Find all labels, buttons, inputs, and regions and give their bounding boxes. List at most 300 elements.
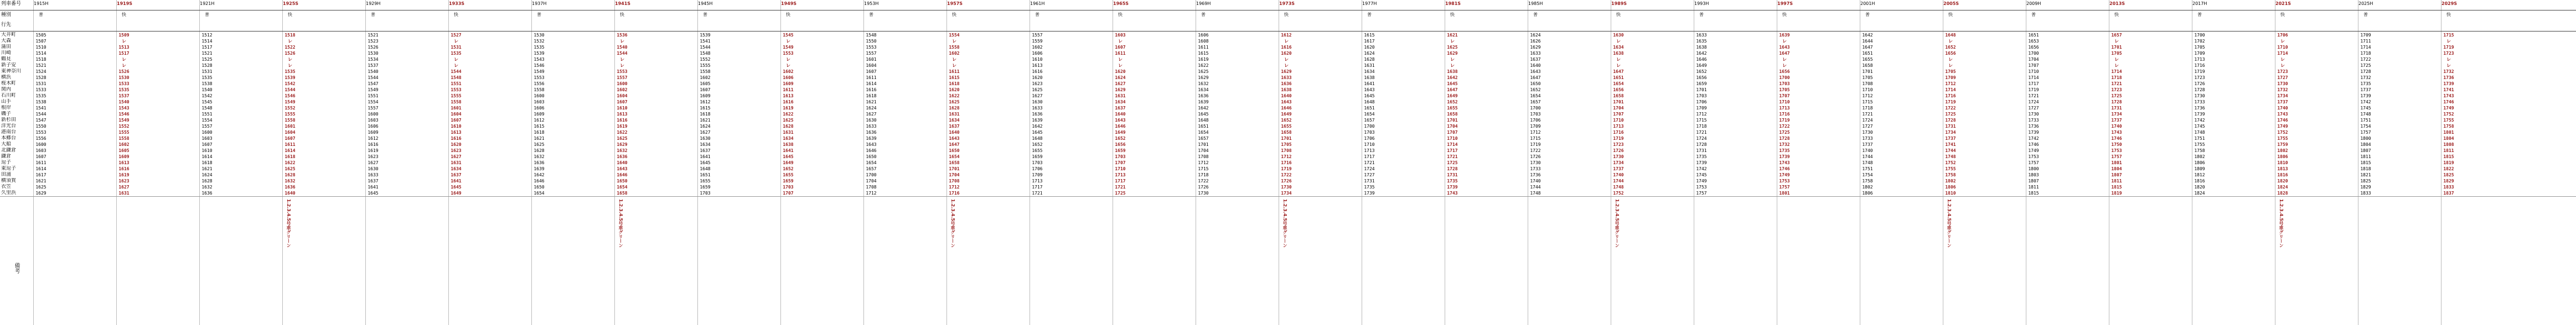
stop-time: 1645: [1364, 93, 1375, 98]
train-column: [33, 0, 48, 325]
stop-time: 1552: [285, 106, 296, 111]
train-type: 快: [1616, 12, 1621, 17]
stop-time: 1731: [1945, 124, 1956, 129]
stop-time: 1719: [2194, 69, 2205, 74]
stop-time: 1540: [118, 99, 130, 104]
stop-time: 1551: [451, 81, 462, 86]
stop-time: 1647: [949, 142, 960, 147]
stop-time: 1721: [1115, 185, 1126, 190]
stop-time: 1646: [1281, 106, 1292, 111]
stop-time: 1627: [1032, 93, 1043, 98]
stop-time: レ: [1450, 39, 1455, 44]
stop-time: 1652: [1530, 87, 1541, 92]
train-number: 1953H: [864, 1, 879, 6]
stop-time: 1521: [368, 33, 379, 38]
stop-time: 1745: [1696, 172, 1707, 177]
train-number: 1957S: [947, 1, 963, 6]
station-name: 東神奈川: [1, 69, 22, 74]
stop-time: 1606: [783, 75, 794, 80]
station-name: 蒲田: [1, 44, 12, 50]
stop-time: 1531: [451, 45, 462, 50]
stop-time: 1643: [1530, 69, 1541, 74]
stop-time: 1806: [1862, 191, 1873, 196]
stop-time: 1739: [1696, 160, 1707, 165]
stop-time: 1631: [1364, 63, 1375, 68]
stop-time: 1734: [1281, 191, 1292, 196]
stop-time: 1546: [534, 63, 545, 68]
stop-time: 1701: [1862, 69, 1873, 74]
stop-time: 1758: [1945, 172, 1956, 177]
stop-time: 1627: [451, 154, 462, 159]
stop-time: 1630: [700, 136, 711, 141]
stop-time: 1703: [1364, 130, 1375, 135]
stop-time: 1751: [2360, 118, 2371, 123]
train-type: 普: [1201, 12, 1206, 17]
stop-time: 1658: [1281, 130, 1292, 135]
stop-time: 1703: [700, 191, 711, 196]
stop-time: 1726: [1613, 148, 1624, 153]
stop-time: 1537: [118, 93, 130, 98]
station-name: 北鎌倉: [1, 148, 17, 153]
stop-time: 1605: [700, 81, 711, 86]
stop-time: 1543: [118, 106, 130, 111]
stop-time: 1728: [2111, 99, 2122, 104]
stop-time: 1608: [1198, 39, 1209, 44]
stop-time: 1558: [700, 69, 711, 74]
stop-time: 1724: [1862, 118, 1873, 123]
stop-time: 1750: [2111, 142, 2122, 147]
stop-time: 1707: [2028, 63, 2039, 68]
stop-time: 1723: [2277, 69, 2288, 74]
train-column: [116, 0, 131, 325]
stop-time: 1715: [1696, 118, 1707, 123]
stop-time: 1730: [2277, 81, 2288, 86]
stop-time: 1634: [1364, 69, 1375, 74]
stop-time: 1701: [1281, 136, 1292, 141]
stop-time: 1708: [866, 185, 877, 190]
stop-time: 1547: [35, 118, 46, 123]
stop-time: 1731: [1696, 148, 1707, 153]
stop-time: 1641: [1364, 81, 1375, 86]
stop-time: 1718: [1198, 172, 1209, 177]
stop-time: 1650: [949, 148, 960, 153]
stop-time: 1735: [1696, 154, 1707, 159]
stop-time: 1710: [1364, 142, 1375, 147]
stop-time: 1748: [1613, 185, 1624, 190]
stop-time: 1550: [35, 124, 46, 129]
stop-time: 1618: [201, 160, 213, 165]
stop-time: 1659: [1115, 148, 1126, 153]
stop-time: 1651: [1862, 51, 1873, 56]
stop-time: 1723: [2443, 51, 2454, 56]
stop-time: 1714: [1447, 142, 1458, 147]
stop-time: 1614: [201, 154, 213, 159]
stop-time: 1649: [1696, 63, 1707, 68]
train-type: 快: [454, 12, 458, 17]
stop-time: 1645: [1447, 81, 1458, 86]
stop-time: 1626: [1530, 39, 1541, 44]
stop-time: 1638: [1281, 87, 1292, 92]
stop-time: 1833: [2360, 191, 2371, 196]
stop-time: レ: [786, 63, 790, 68]
stop-time: 1634: [949, 118, 960, 123]
stop-time: 1623: [1032, 81, 1043, 86]
stop-time: レ: [2280, 39, 2285, 44]
stop-time: 1645: [783, 154, 794, 159]
stop-time: 1557: [201, 124, 213, 129]
stop-time: 1544: [35, 112, 46, 117]
stop-time: 1656: [1779, 69, 1790, 74]
stop-time: 1639: [534, 166, 545, 171]
train-column: [614, 0, 629, 325]
stop-time: 1745: [2194, 124, 2205, 129]
stop-time: 1735: [1447, 179, 1458, 184]
stop-time: 1732: [2277, 87, 2288, 92]
stop-time: 1539: [285, 75, 296, 80]
stop-time: 1807: [2028, 179, 2039, 184]
stop-time: 1758: [2443, 124, 2454, 129]
stop-time: 1549: [534, 69, 545, 74]
stop-time: 1705: [1862, 75, 1873, 80]
stop-time: 1609: [783, 81, 794, 86]
stop-time: 1645: [368, 191, 379, 196]
station-name: 田浦: [1, 172, 12, 177]
train-type: 快: [1782, 12, 1787, 17]
stop-time: 1617: [35, 172, 46, 177]
stop-time: 1555: [285, 112, 296, 117]
stop-time: 1619: [783, 106, 794, 111]
stop-time: レ: [1284, 57, 1289, 62]
stop-time: 1649: [1447, 93, 1458, 98]
stop-time: 1620: [1364, 45, 1375, 50]
stop-time: 1804: [2443, 136, 2454, 141]
stop-time: 1656: [1115, 142, 1126, 147]
stop-time: 1811: [2028, 185, 2039, 190]
train-column: [780, 0, 795, 325]
train-number: 1945H: [698, 1, 713, 6]
stop-time: 1726: [1530, 154, 1541, 159]
stop-time: 1634: [451, 166, 462, 171]
stop-time: 1540: [201, 87, 213, 92]
stop-time: レ: [1284, 63, 1289, 68]
stop-time: 1610: [451, 124, 462, 129]
stop-time: 1615: [534, 124, 545, 129]
train-number: 1993H: [1694, 1, 1709, 6]
stop-time: 1705: [2194, 45, 2205, 50]
stop-time: 1758: [1862, 179, 1873, 184]
stop-time: 1605: [118, 148, 130, 153]
stop-time: 1632: [617, 148, 628, 153]
stop-time: 1544: [617, 51, 628, 56]
stop-time: 1634: [1198, 87, 1209, 92]
stop-time: 1706: [1364, 136, 1375, 141]
stop-time: 1751: [1862, 166, 1873, 171]
train-type: 快: [620, 12, 624, 17]
stop-time: 1739: [2028, 130, 2039, 135]
stop-time: レ: [2446, 57, 2451, 62]
stop-time: 1638: [1364, 75, 1375, 80]
stop-time: 1649: [451, 191, 462, 196]
train-number: 1997S: [1777, 1, 1793, 6]
stop-time: レ: [1118, 39, 1123, 44]
stop-time: 1600: [368, 112, 379, 117]
stop-time: 1657: [866, 166, 877, 171]
stop-time: 1753: [2111, 148, 2122, 153]
stop-time: 1645: [700, 160, 711, 165]
stop-time: レ: [1450, 63, 1455, 68]
stop-time: 1704: [1198, 148, 1209, 153]
stop-time: 1706: [1032, 166, 1043, 171]
stop-time: 1656: [2028, 45, 2039, 50]
stop-time: 1700: [866, 172, 877, 177]
stop-time: 1518: [35, 57, 46, 62]
stop-time: 1725: [1115, 191, 1126, 196]
stop-time: 1732: [1779, 142, 1790, 147]
stop-time: 1719: [1613, 136, 1624, 141]
stop-time: 1648: [1198, 118, 1209, 123]
stop-time: 1517: [201, 45, 213, 50]
stop-time: 1721: [1364, 160, 1375, 165]
stop-time: 1728: [1696, 142, 1707, 147]
stop-time: 1646: [1696, 57, 1707, 62]
stop-time: 1559: [1032, 39, 1043, 44]
stop-time: 1538: [201, 81, 213, 86]
stop-time: 1523: [368, 39, 379, 44]
stop-time: 1623: [451, 148, 462, 153]
stop-time: レ: [952, 39, 956, 44]
stop-time: 1630: [866, 118, 877, 123]
stop-time: 1716: [2194, 63, 2205, 68]
stop-time: 1710: [1862, 87, 1873, 92]
train-column: [1860, 0, 1875, 325]
stop-time: 1517: [118, 51, 130, 56]
stop-time: 1654: [1530, 93, 1541, 98]
stop-time: 1748: [2194, 130, 2205, 135]
stop-time: 1642: [1032, 124, 1043, 129]
stop-time: 1752: [2443, 112, 2454, 117]
train-number: 1989S: [1611, 1, 1627, 6]
stop-time: 1621: [201, 166, 213, 171]
stop-time: 1521: [35, 63, 46, 68]
station-name: 港南台: [1, 129, 17, 135]
stop-time: 1602: [1032, 45, 1043, 50]
train-type: 普: [537, 12, 541, 17]
stop-time: 1717: [1364, 154, 1375, 159]
stop-time: 1757: [2028, 160, 2039, 165]
station-name: 逗子: [1, 160, 12, 165]
stop-time: 1628: [201, 179, 213, 184]
stop-time: 1618: [700, 112, 711, 117]
stop-time: 1705: [2111, 51, 2122, 56]
stop-time: 1657: [1530, 99, 1541, 104]
stop-time: レ: [1782, 63, 1787, 68]
train-column: [863, 0, 878, 325]
stop-time: 1807: [2111, 172, 2122, 177]
stop-time: 1629: [1281, 69, 1292, 74]
stop-time: 1613: [617, 112, 628, 117]
stop-time: 1733: [2028, 118, 2039, 123]
stop-time: 1730: [1613, 154, 1624, 159]
stop-time: 1815: [2360, 160, 2371, 165]
stop-time: 1619: [368, 148, 379, 153]
stop-time: 1700: [1779, 75, 1790, 80]
stop-time: レ: [1450, 57, 1455, 62]
stop-time: 1734: [2277, 93, 2288, 98]
stop-time: 1633: [368, 172, 379, 177]
stop-time: 1622: [617, 130, 628, 135]
stop-time: 1642: [1862, 33, 1873, 38]
stop-time: 1803: [2028, 172, 2039, 177]
stop-time: 1650: [617, 179, 628, 184]
stop-time: 1712: [1198, 160, 1209, 165]
stop-time: 1725: [2111, 93, 2122, 98]
stop-time: 1719: [1945, 99, 1956, 104]
stop-time: 1624: [1530, 33, 1541, 38]
stop-time: 1607: [1115, 45, 1126, 50]
train-column: [1113, 0, 1127, 325]
stop-time: 1652: [1696, 69, 1707, 74]
train-type: 普: [869, 12, 873, 17]
stop-time: 1624: [1115, 75, 1126, 80]
stop-time: 1558: [534, 87, 545, 92]
stop-time: 1655: [1862, 57, 1873, 62]
stop-time: 1641: [368, 185, 379, 190]
stop-time: レ: [122, 57, 126, 62]
stop-time: 1802: [1945, 179, 1956, 184]
train-note: 1.2.3.4.5号車グリーン: [618, 199, 623, 248]
train-number: 1929H: [366, 1, 381, 6]
stop-time: 1524: [35, 69, 46, 74]
stop-time: 1641: [700, 154, 711, 159]
stop-time: 1625: [949, 99, 960, 104]
train-number: 2029S: [2441, 1, 2458, 6]
stop-time: 1737: [2277, 99, 2288, 104]
stop-time: 1640: [949, 130, 960, 135]
stop-time: 1730: [2028, 112, 2039, 117]
stop-time: 1554: [201, 118, 213, 123]
stop-time: 1816: [2277, 172, 2288, 177]
stop-time: 1715: [1198, 166, 1209, 171]
stop-time: 1548: [451, 75, 462, 80]
stop-time: 1731: [1364, 179, 1375, 184]
stop-time: 1646: [534, 179, 545, 184]
stop-time: 1509: [118, 33, 130, 38]
stop-time: レ: [1948, 39, 1953, 44]
notes-divider: [0, 196, 2576, 197]
stop-time: 1728: [1779, 136, 1790, 141]
stop-time: 1632: [1198, 81, 1209, 86]
stop-time: 1727: [2277, 75, 2288, 80]
stop-time: 1737: [2111, 118, 2122, 123]
stop-time: 1622: [783, 112, 794, 117]
stop-time: 1613: [1032, 63, 1043, 68]
stop-time: 1730: [1198, 191, 1209, 196]
stop-time: 1553: [617, 69, 628, 74]
stop-time: 1656: [1945, 51, 1956, 56]
train-note: 1.2.3.4.5号車グリーン: [1282, 199, 1287, 248]
stop-time: 1533: [118, 81, 130, 86]
stop-time: 1607: [700, 87, 711, 92]
stop-time: 1542: [201, 93, 213, 98]
stop-time: 1612: [700, 99, 711, 104]
stop-time: 1719: [2443, 45, 2454, 50]
stop-time: 1724: [2028, 99, 2039, 104]
stop-time: 1806: [2277, 154, 2288, 159]
stop-time: 1625: [617, 136, 628, 141]
stop-time: 1731: [1447, 172, 1458, 177]
train-type: 快: [786, 12, 790, 17]
stop-time: 1625: [1198, 69, 1209, 74]
stop-time: 1800: [2028, 166, 2039, 171]
header-label-type: 種別: [1, 12, 12, 18]
stop-time: 1631: [451, 160, 462, 165]
stop-time: 1533: [35, 87, 46, 92]
stop-time: 1514: [201, 39, 213, 44]
stop-time: 1621: [534, 136, 545, 141]
stop-time: 1625: [1032, 87, 1043, 92]
stop-time: 1650: [534, 185, 545, 190]
stop-time: 1553: [866, 45, 877, 50]
station-name: 関内: [1, 87, 12, 92]
stop-time: 1526: [368, 45, 379, 50]
stop-time: レ: [288, 57, 292, 62]
stop-time: 1710: [1115, 166, 1126, 171]
stop-time: レ: [1118, 63, 1123, 68]
station-name: 山手: [1, 99, 12, 104]
stop-time: 1810: [1945, 191, 1956, 196]
stop-time: 1629: [1198, 75, 1209, 80]
stop-time: 1702: [2194, 39, 2205, 44]
stop-time: 1717: [1447, 148, 1458, 153]
stop-time: 1604: [617, 93, 628, 98]
stop-time: 1820: [2277, 179, 2288, 184]
stop-time: 1733: [1862, 136, 1873, 141]
stop-time: 1615: [1198, 51, 1209, 56]
stop-time: レ: [1948, 57, 1953, 62]
train-column: [531, 0, 546, 325]
stop-time: レ: [2280, 57, 2285, 62]
stop-time: 1621: [700, 118, 711, 123]
train-type: 普: [1367, 12, 1372, 17]
stop-time: 1607: [617, 99, 628, 104]
stop-time: 1730: [1281, 185, 1292, 190]
train-number: 1933S: [449, 1, 465, 6]
stop-time: 1633: [1032, 106, 1043, 111]
stop-time: 1748: [1862, 160, 1873, 165]
stop-time: 1736: [2443, 75, 2454, 80]
stop-time: 1628: [949, 106, 960, 111]
stop-time: 1655: [700, 179, 711, 184]
stop-time: 1623: [118, 179, 130, 184]
stop-time: 1636: [1198, 93, 1209, 98]
stop-time: 1615: [700, 106, 711, 111]
stop-time: レ: [2114, 39, 2119, 44]
train-type: 普: [371, 12, 375, 17]
stop-time: 1603: [35, 148, 46, 153]
stop-time: 1554: [368, 99, 379, 104]
stop-time: 1639: [1198, 99, 1209, 104]
stop-time: 1714: [2360, 45, 2371, 50]
stop-time: 1652: [783, 166, 794, 171]
stop-time: 1607: [201, 142, 213, 147]
stop-time: 1642: [1198, 106, 1209, 111]
stop-time: 1636: [866, 130, 877, 135]
stop-time: 1549: [783, 45, 794, 50]
stop-time: 1535: [35, 93, 46, 98]
stop-time: 1739: [1779, 154, 1790, 159]
stop-time: 1647: [1447, 87, 1458, 92]
stop-time: レ: [122, 63, 126, 68]
